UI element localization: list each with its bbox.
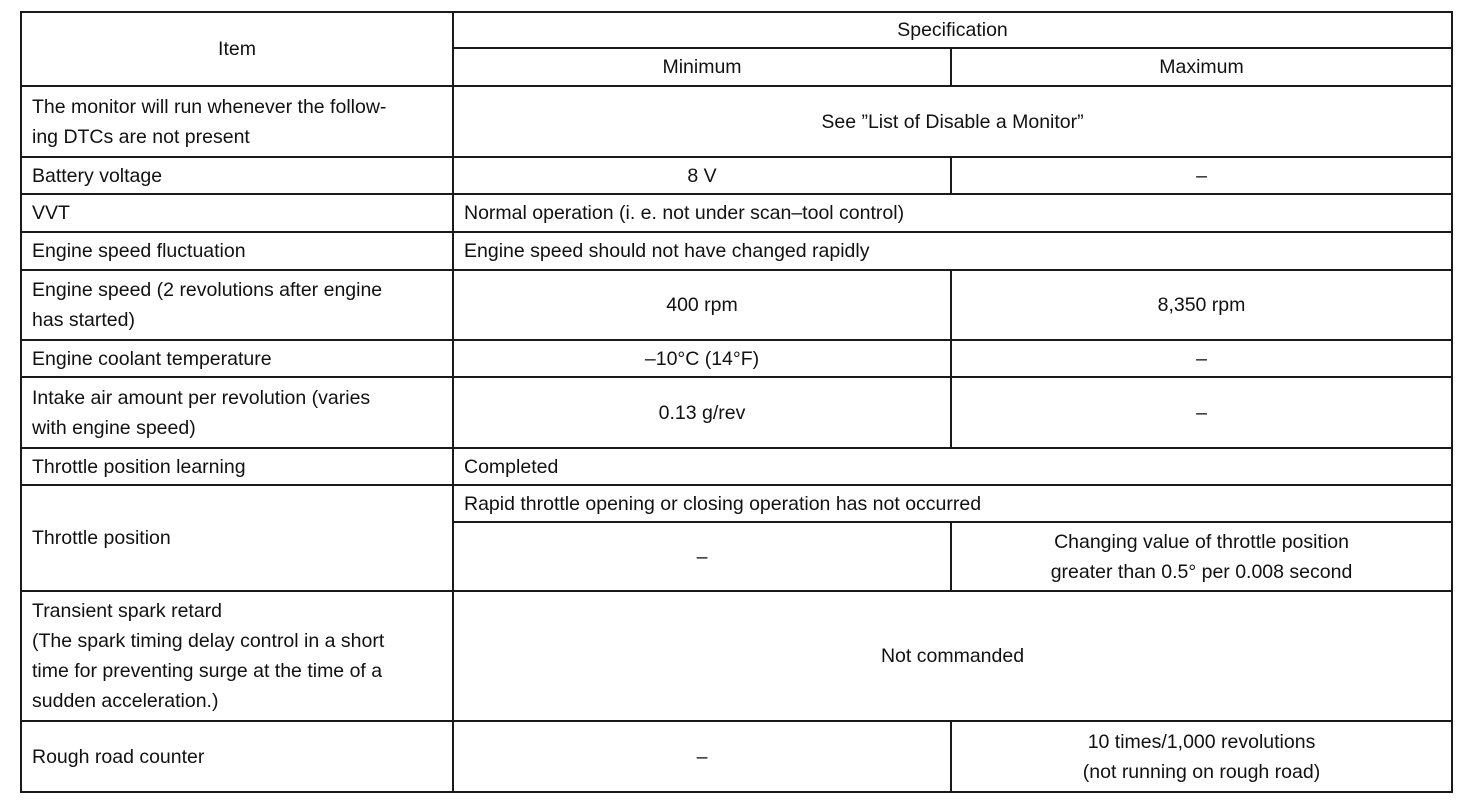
max-value: – [1196,401,1207,424]
item-text: Throttle position [32,527,171,549]
min-value: – [696,745,708,768]
max-value: greater than 0.5° per 0.008 second [1050,560,1353,583]
item-text: Intake air amount per revolution (varies [32,386,371,409]
item-text: time for preventing surge at the time of a [32,660,383,682]
spec-cell [453,448,1452,485]
header-specification [453,12,1452,48]
item-text: The monitor will run whenever the follow- [32,95,387,118]
min-value: 8 V [687,164,717,187]
min-cell [453,157,951,194]
max-value: 8,350 rpm [1157,294,1246,316]
item-cell [21,448,453,485]
max-cell [951,157,1452,194]
item-cell [21,721,453,792]
max-cell [951,270,1452,340]
item-text: Rough road counter [32,745,205,768]
min-cell [453,340,951,377]
max-cell [951,377,1452,448]
min-value: 400 rpm [666,294,738,316]
header-row [21,12,1452,48]
table-row-intake-air [21,377,1452,448]
spec-cell [453,194,1452,232]
item-cell [21,194,453,232]
spec-text: Not commanded [880,645,1025,667]
header-minimum-label: Minimum [662,56,742,78]
table-row-rough-road [21,721,1452,792]
header-item [21,12,453,86]
item-text: Engine speed fluctuation [32,240,246,262]
max-value: – [1196,164,1207,187]
table-row-speed-fluctuation [21,232,1452,270]
item-cell [21,157,453,194]
item-text: sudden acceleration.) [32,690,219,712]
item-cell [21,86,453,157]
min-cell [453,721,951,792]
item-text: has started) [32,309,135,331]
table-row-battery [21,157,1452,194]
min-value: – [696,545,708,568]
max-cell [951,340,1452,377]
item-cell [21,377,453,448]
header-minimum [453,48,951,86]
table-row-vvt [21,194,1452,232]
item-text: (The spark timing delay control in a short [32,630,385,652]
header-maximum [951,48,1452,86]
spec-text: Completed [464,455,559,478]
max-value: Changing value of throttle position [1054,530,1349,553]
max-value: (not running on rough road) [1082,760,1321,783]
item-cell [21,270,453,340]
header-item-label: Item [218,38,256,60]
spec-text: Engine speed should not have changed rapidly [464,240,870,262]
item-cell [21,485,453,591]
min-cell [453,522,951,591]
min-cell [453,270,951,340]
table-row-spark-retard [21,591,1452,721]
header-specification-label: Specification [897,19,1008,41]
table-row-throttle-learning [21,448,1452,485]
min-value: 0.13 g/rev [658,401,746,424]
max-value: 10 times/1,000 revolutions [1087,730,1316,753]
specification-table [20,11,1453,793]
spec-text: Rapid throttle opening or closing operation has not occurred [464,492,982,515]
header-maximum-label: Maximum [1159,56,1244,78]
spec-cell [453,485,1452,522]
item-text: with engine speed) [32,416,196,439]
item-text: Engine speed (2 revolutions after engine [32,279,383,301]
min-cell [453,377,951,448]
max-value: – [1196,347,1207,370]
spec-cell [453,232,1452,270]
spec-cell [453,591,1452,721]
item-text: VVT [32,202,70,224]
min-value: –10°C (14°F) [644,347,760,370]
item-cell [21,340,453,377]
item-text: ing DTCs are not present [32,125,250,148]
item-text: Battery voltage [32,164,163,187]
item-text: Engine coolant temperature [32,347,272,370]
spec-text: Normal operation (i. e. not under scan–tool control) [464,202,905,224]
item-text: Throttle position learning [32,455,246,478]
max-cell [951,522,1452,591]
item-cell [21,232,453,270]
max-cell [951,721,1452,792]
table-row-engine-speed [21,270,1452,340]
item-text: Transient spark retard [32,600,223,622]
table-row-dtc [21,86,1452,157]
spec-text: See ”List of Disable a Monitor” [821,110,1084,133]
table-row-throttle-position [21,485,1452,522]
spec-cell [453,86,1452,157]
table-row-coolant [21,340,1452,377]
item-cell [21,591,453,721]
